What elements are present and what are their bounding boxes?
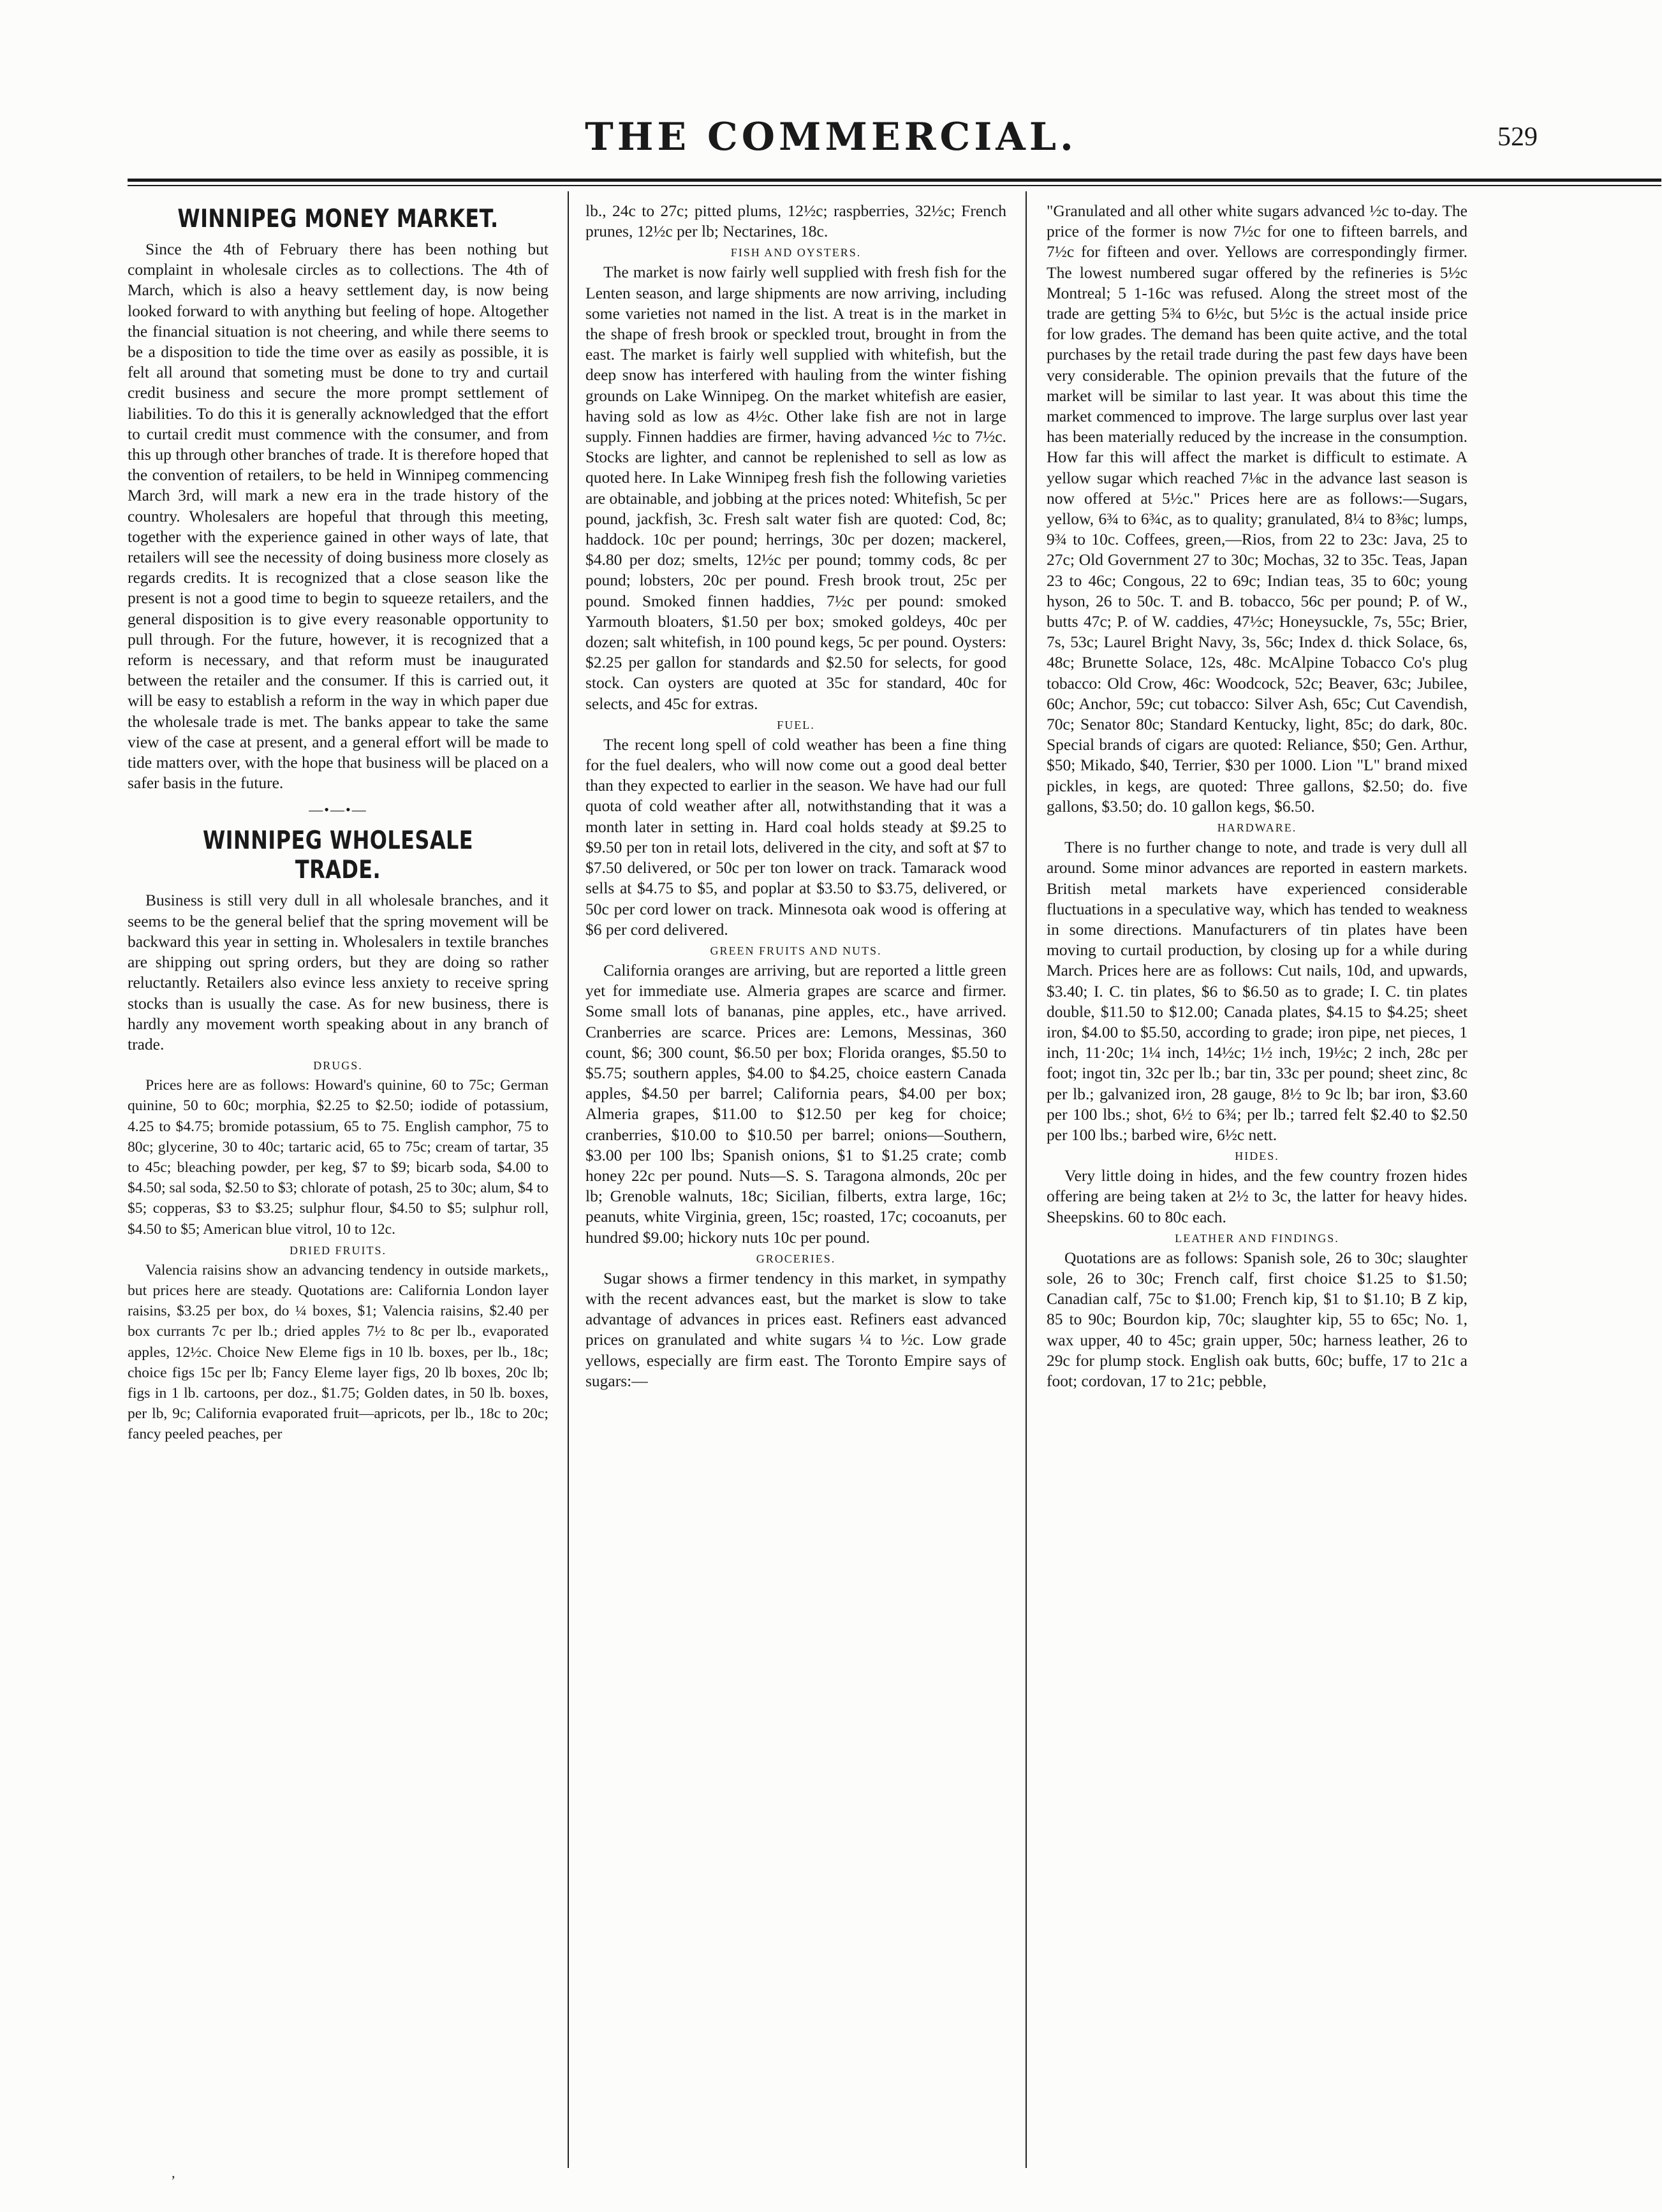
section-green-fruits-body: California oranges are arriving, but are reported a little green yet for immediate use. Almeria grapes are scarce and firmer. Some small lots of bananas, pine apples, etc., have arrived. Cranberries are scarce. Prices are: Lemons, Messinas, 360 count, $6; 300 count, $6.50 per box; Florida oranges, $5.50 to $5.75; southern apples, $4.00 to $4.25, choice eastern Canada apples, $4.50 per barrel; California pears, $4.00 per box; Almeria grapes, $11.00 to $12.50 per keg for choice; cranberries, $10.00 to $10.50 per barrel; onions—Southern, $3.00 per 100 lbs; Spanish onions, $1 to $1.25 crate; comb honey 22c per pound. Nuts—S. S. Taragona almonds, 20c per lb; Grenoble walnuts, 18c; Sicilian, filberts, extra large, 16c; peanuts, white Virginia, green, 15c; roasted, 17c; cocoanuts, per hundred $9.00; hickory nuts 10c per pound. [585, 960, 1006, 1247]
section-dried-fruits-body: Valencia raisins show an advancing tendency in outside markets,, but prices here are steady. Quotations are: California London layer raisins, $3.25 per box, do ¼ boxes, $1; Valencia raisins, $2.40 per box currants 7c per lb.; dried apples 7½ to 8c per lb., evaporated apples, 12½c. Choice New Eleme figs in 10 lb. boxes, per lb., 18c; choice figs 15c per lb; Fancy Eleme layer figs, 20 lb boxes, 20c lb; figs in 1 lb. cartoons, per doz., $1.75; Golden dates, in 50 lb. boxes, per lb, 9c; California evaporated fruit—apricots, per lb., 18c to 20c; fancy peeled peaches, per [128, 1261, 548, 1443]
print-mark: ‚ [171, 2165, 176, 2181]
section-fuel-heading: FUEL. [777, 718, 815, 731]
masthead-title: THE COMMERCIAL. [585, 115, 1077, 159]
headline-money-market: WINNIPEG MONEY MARKET. [177, 205, 499, 233]
section-groceries-body: Sugar shows a firmer tendency in this market, in sympathy with the recent advances east, but the market is slow to take advantage of advances in prices east. Refiners east advanced prices on granulated and white sugars ¼ to ½c. Low grade yellows, especially are firm east. The Toronto Empire says of sugars:— [585, 1268, 1006, 1390]
section-hardware-heading: HARDWARE. [1217, 821, 1297, 835]
column-1 [128, 201, 548, 2158]
column-2 [585, 201, 1006, 2158]
section-drugs-heading: DRUGS. [313, 1059, 363, 1073]
section-hardware-body: There is no further change to note, and trade is very dull all around. Some minor advances are reported in eastern markets. British metal markets have experienced considerable fluctuations in a speculative way, which has tended to weakness in some directions. Manufacturers of tin plates have been moving to curtail production, by closing up for a while during March. Prices here are as follows: Cut nails, 10d, and upwards, $3.40; I. C. tin plates, $6 to $6.50 as to grade; I. C. tin plates double, $11.50 to $12.00; Canada plates, $4.15 to $4.25; sheet iron, $4.00 to $5.50, according to grade; iron pipe, net pieces, 1 inch, 11·20c; 1¼ inch, 14½c; 1½ inch, 19½c; 2 inch, 28c per foot; ingot tin, 32c per lb.; bar tin, 33c per pound; sheet zinc, 8c per lb.; galvanized iron, 28 gauge, 8½ to 9c lb; bar iron, $3.60 per 100 lbs.; shot, 6½ to 6¾; per lb.; tarred felt $2.40 to $2.50 per 100 lbs.; barbed wire, 6½c nett. [1047, 838, 1467, 1144]
section-dried-fruits-heading: DRIED FRUITS. [289, 1243, 386, 1257]
section-leather-heading: LEATHER AND FINDINGS. [1175, 1231, 1339, 1245]
article-wholesale-trade: Business is still very dull in all wholesale branches, and it seems to be the general belief that the spring movement will be backward this year in setting in. Wholesalers in textile branches are shipping out spring orders, but they are doing so rather reluctantly. Retailers also evince less anxiety to receive spring stocks than is usually the case. As for new business, there is hardly any movement worth speaking about in any branch of trade. [128, 891, 548, 1053]
section-groceries-continued: "Granulated and all other white sugars advanced ½c to-day. The price of the former is now 7½c for one to fifteen barrels, and 7½c for fifteen and over. Yellows are correspondingly firmer. The lowest numbered sugar offered by the refineries is 5½c Montreal; 5 1-16c was refused. Along the street most of the trade are getting 5¾ to 6½c, but 5½c is the actual inside price for low grades. The demand has been quite active, and the total purchases by the retail trade during the past few days have been very considerable. The opinion prevails that the future of the market will be similar to last year. It was about this time the market commenced to improve. The large surplus over last year has been materially reduced by the increase in the consumption. How far this will affect the market is difficult to estimate. A yellow sugar which reached 7⅛c in the advance last season is now offered at 5½c." Prices here are as follows:—Sugars, yellow, 6¾ to 6¾c, as to quality; granulated, 8¼ to 8⅜c; lumps, 9¾ to 10c. Coffees, green,—Rios, from 22 to 23c: Java, 25 to 27c; Old Government 27 to 30c; Mochas, 32 to 35c. Teas, Japan 23 to 46c; Congous, 22 to 69c; Indian teas, 35 to 60c; young hyson, 26 to 50c. T. and B. tobacco, 56c per pound; P. of W., butts 47c; P. of W. caddies, 47½c; Honeysuckle, 7s, 55c; Brier, 7s, 53c; Laurel Bright Navy, 3s, 56c; Index d. thick Solace, 6s, 48c; Brunette Solace, 12s, 48c. McAlpine Tobacco Co's plug tobacco: Old Crow, 46c: Woodcock, 52c; Beaver, 63c; Jubilee, 60c; Anchor, 59c; cut tobacco: Silver Ash, 65c; Cut Cavendish, 70c; Senator 80c; Standard Kentucky, light, 85c; do dark, 80c. Special brands of cigars are quoted: Reliance, $50; Gen. Arthur, $50; Mikado, $40, Terrier, $30 per 1000. Lion "L" brand mixed pickles, in kegs, are quoted: Three gallons, $2.50; do. five gallons, $3.50; do. 10 gallon kegs, $6.50. [1047, 201, 1467, 816]
section-leather-body: Quotations are as follows: Spanish sole, 26 to 30c; slaughter sole, 26 to 30c; French calf, first choice $1.25 to $1.50; Canadian calf, 75c to $1.00; French kip, $1 to $1.10; B Z kip, 85 to 90c; Bourdon kip, 70c; slaughter kip, 55 to 65c; No. 1, wax upper, 40 to 45c; grain upper, 50c; harness leather, 26 to 29c for plump stock. English oak butts, 60c; buffe, 17 to 21c a foot; cordovan, 17 to 21c; pebble, [1047, 1248, 1467, 1390]
section-fuel-body: The recent long spell of cold weather has been a fine thing for the fuel dealers, who will now come out a good deal better than they expected to earlier in the season. We have had our full quota of cold weather after all, notwithstanding that it was a month later in setting in. Hard coal holds steady at $9.25 to $9.50 per ton in retail lots, delivered in the city, and soft at $7 to $7.50 delivered, or 50c per ton lower on track. Tamarack wood sells at $4.75 to $5, and poplar at $3.50 to $3.75, delivered, or 50c per cord lower on track. Minnesota oak wood is offering at $6 per cord delivered. [585, 735, 1006, 939]
column-divider [568, 191, 569, 2168]
header-rule [128, 179, 1661, 182]
section-fish-body: The market is now fairly well supplied with fresh fish for the Lenten season, and large shipments are now arriving, including some varieties not named in the list. A treat is in the market in the shape of fresh brook or speckled trout, brought in from the east. The market is fairly well supplied with whitefish, but the deep snow has interfered with hauling from the winter fishing grounds on Lake Winnipeg. On the market whitefish are easier, having sold as low as 4½c. Other lake fish are not in large supply. Finnen haddies are firmer, having advanced ½c to 7½c. Stocks are lighter, and cannot be replenished to sell as low as quoted here. In Lake Winnipeg fresh fish the following varieties are obtainable, and jobbing at the prices noted: Whitefish, 5c per pound, jackfish, 3c. Fresh salt water fish are quoted: Cod, 8c; haddock. 10c per pound; herrings, 30c per dozen; mackerel, $4.80 per doz; smelts, 12½c per pound; tommy cods, 8c per pound; lobsters, 20c per pound. Fresh brook trout, 25c per pound. Smoked finnen haddies, 7½c per pound: smoked Yarmouth bloaters, $1.50 per box; smoked goldeys, 40c per dozen; salt whitefish, in 100 pound kegs, 5c per pound. Oysters: $2.25 per gallon for standards and $2.50 for selects, for good stock. Can oysters are quoted at 35c for standard, 40c for selects, and 45c for extras. [585, 263, 1006, 713]
page-number: 529 [1497, 122, 1538, 152]
headline-wholesale-trade: WINNIPEG WHOLESALE TRADE. [202, 826, 474, 885]
section-hides-heading: HIDES. [1235, 1150, 1279, 1163]
masthead [0, 0, 1662, 191]
section-hides-body: Very little doing in hides, and the few country frozen hides offering are being taken at 2½ to 3c, the latter for heavy hides. Sheepskins. 60 to 80c each. [1047, 1166, 1467, 1226]
column-divider [1026, 191, 1027, 2168]
column-3 [1047, 201, 1467, 2158]
article-money-market: Since the 4th of February there has been nothing but complaint in wholesale circles as to collections. The 4th of March, which is also a heavy settlement day, is now being looked forward to with anything but feeling of hope. Altogether the financial situation is not cheering, and while there seems to be a disposition to tide the time over as easily as possible, it is felt all around that someting must be done to try and curtail credit business and secure the more prompt settlement of liabilities. To do this it is generally acknowledged that the effort to curtail credit must commence with the consumer, and from this up through other branches of trade. It is therefore hoped that the convention of retailers, to be held in Winnipeg commencing March 3rd, will mark a new era in the trade history of the country. Wholesalers are hopeful that through this meeting, together with the experience gained in other ways of late, that retailers will see the necessity of doing business more closely as regards credits. It is recognized that a close season like the present is not a good time to begin to squeeze retailers, and the general disposition is to give every reasonable opportunity to pull through. For the future, however, it is recognized that a reform is necessary, and that reform must be inaugurated between the retailer and the consumer. If this is carried out, it will be easy to establish a reform in the way in which paper due the wholesale trade is met. The banks appear to take the same view of the case at present, and a general effort will be made to tide matters over, with the hope that business will be placed on a safer basis in the future. [128, 240, 548, 793]
section-dried-fruits-continued: lb., 24c to 27c; pitted plums, 12½c; raspberries, 32½c; French prunes, 12½c per lb; Nectarines, 18c. [585, 201, 1006, 241]
section-groceries-heading: GROCERIES. [756, 1252, 836, 1265]
article-separator: —•—•— [309, 802, 367, 818]
section-fish-heading: FISH AND OYSTERS. [730, 246, 862, 260]
section-green-fruits-heading: GREEN FRUITS AND NUTS. [710, 944, 882, 957]
section-drugs-body: Prices here are as follows: Howard's quinine, 60 to 75c; German quinine, 50 to 60c; morphia, $2.25 to $2.50; iodide of potassium, 4.25 to $4.75; bromide potassium, 65 to 75. English camphor, 75 to 80c; glycerine, 30 to 40c; tartaric acid, 65 to 75c; cream of tartar, 35 to 45c; bleaching powder, per keg, $7 to $9; bicarb soda, $4.00 to $4.50; sal soda, $2.50 to $3; chlorate of potash, 25 to 30c; alum, $4 to $5; copperas, $3 to $3.25; sulphur flour, $4.50 to $5; sulphur roll, $4.50 to $5; American blue vitrol, 10 to 12c. [128, 1077, 548, 1238]
header-rule-thin [128, 185, 1661, 186]
